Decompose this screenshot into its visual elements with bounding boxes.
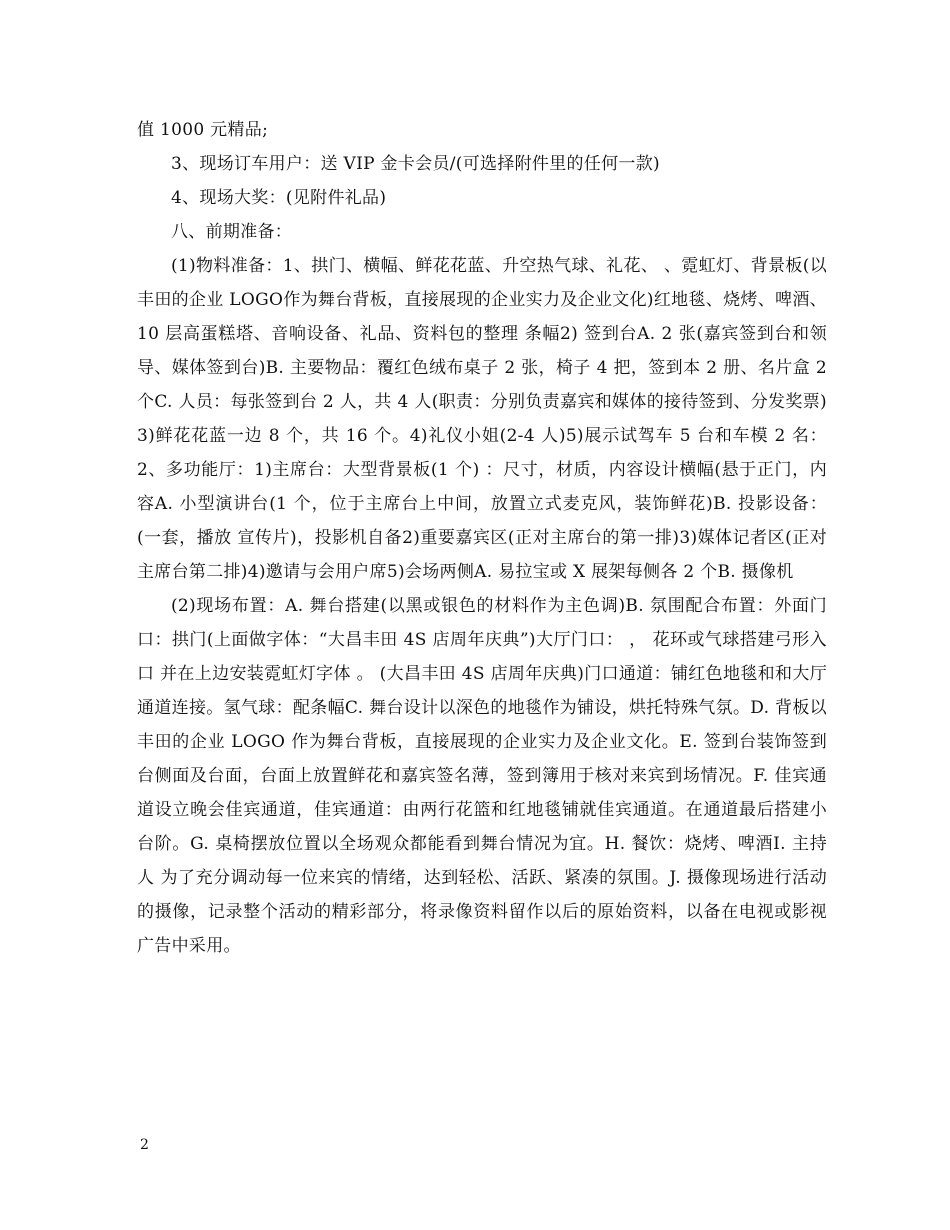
paragraph-grand-prize: 4、现场大奖：(见附件礼品) [171, 188, 387, 208]
document-body [137, 113, 827, 963]
page-number: 2 [140, 1137, 149, 1153]
paragraph-continuation: 值 1000 元精品; [137, 120, 269, 140]
paragraph-vip-gift: 3、现场订车用户：送 VIP 金卡会员/(可选择附件里的任何一款) [171, 154, 660, 174]
section-heading-preparation: 八、前期准备： [171, 222, 293, 242]
paragraph-materials: (1)物料准备：1、拱门、横幅、鲜花花蓝、升空热气球、礼花、 、霓虹灯、背景板(以丰田的企业 LOGO作为舞台背板，直接展现的企业实力及企业文化)红地毯、烧烤、啤酒、10 层高蛋糕塔、音响设备、礼品、资料包的整理 条幅2) 签到台A. 2 张(嘉宾签到台和领导、媒体签到台)B. 主要物品：覆红色绒布桌子 2 张，椅子 4 把，签到本 2 册、名片盒 2 个C. 人员：每张签到台 2 人，共 4 人(职责：分别负责嘉宾和媒体的接待签到、分发奖票)3)鲜花花蓝一边 8 个，共 16 个。4)礼仪小姐(2-4 人)5)展示试驾车 5 台和车模 2 名：2、多功能厅：1)主席台：大型背景板(1 个) ：尺寸，材质，内容设计横幅(悬于正门，内容A. 小型演讲台(1 个，位于主席台上中间，放置立式麦克风，装饰鲜花)B. 投影设备：(一套，播放 宣传片)，投影机自备2)重要嘉宾区(正对主席台的第一排)3)媒体记者区(正对主席台第二排)4)邀请与会用户席5)会场两侧A. 易拉宝或 X 展架每侧各 2 个B. 摄像机 [137, 256, 827, 582]
paragraph-site-layout: (2)现场布置：A. 舞台搭建(以黑或银色的材料作为主色调)B. 氛围配合布置：外面门口：拱门(上面做字体：“大昌丰田 4S 店周年庆典”)大厅门口： ， 花环或气球搭建弓形入口 并在上边安装霓虹灯字体 。 (大昌丰田 4S 店周年庆典)门口通道：铺红色地毯和和大厅通道连接。氢气球：配条幅C. 舞台设计以深色的地毯作为铺设，烘托特殊气氛。D. 背板以丰田的企业 LOGO 作为舞台背板，直接展现的企业实力及企业文化。E. 签到台装饰签到台侧面及台面，台面上放置鲜花和嘉宾签名薄，签到簿用于核对来宾到场情况。F. 佳宾通道设立晚会佳宾通道，佳宾通道：由两行花篮和红地毯铺就佳宾通道。在通道最后搭建小台阶。G. 桌椅摆放位置以全场观众都能看到舞台情况为宜。H. 餐饮：烧烤、啤酒I. 主持人 为了充分调动每一位来宾的情绪，达到轻松、活跃、紧凑的氛围。J. 摄像现场进行活动的摄像，记录整个活动的精彩部分，将录像资料留作以后的原始资料，以备在电视或影视广告中采用。 [137, 596, 827, 956]
